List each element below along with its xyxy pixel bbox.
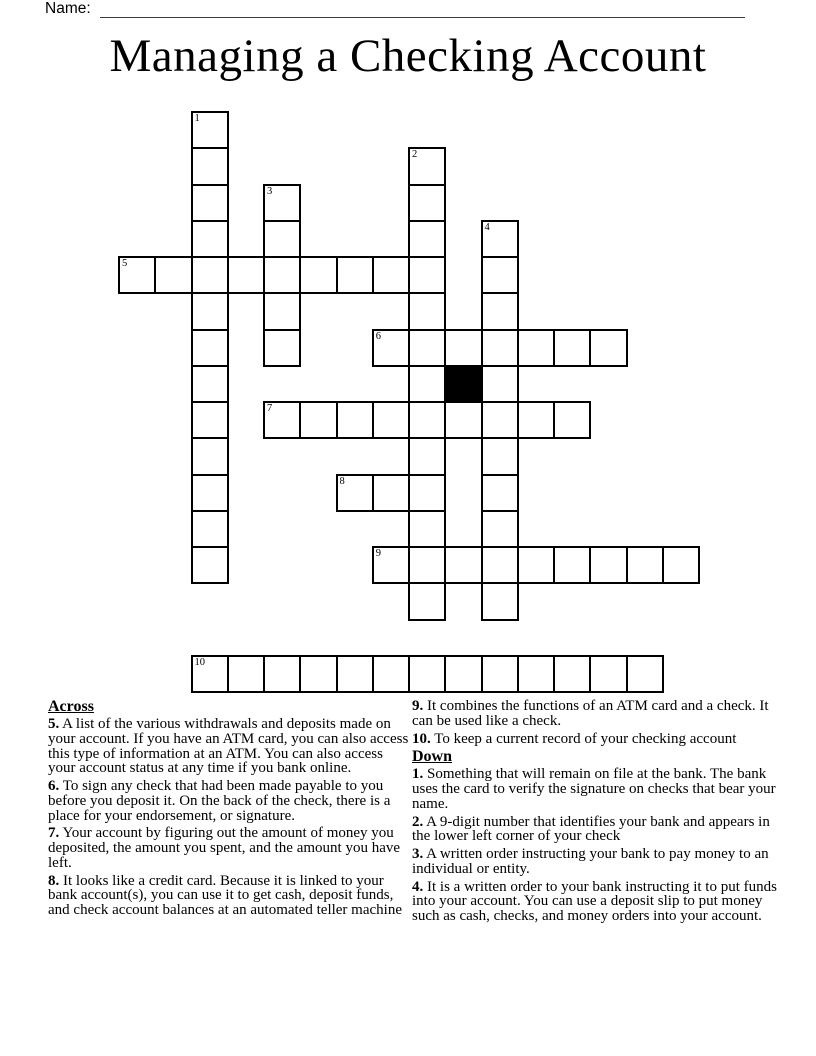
grid-cell-r0-c2 [191, 111, 229, 149]
grid-cell-r15-c4 [263, 655, 301, 693]
clue-number: 10. [412, 730, 431, 747]
grid-cell-r5-c10 [481, 292, 519, 330]
grid-cell-r7-c8 [408, 365, 446, 403]
grid-cell-r10-c2 [191, 474, 229, 512]
grid-cell-r9-c2 [191, 437, 229, 475]
clue-across-10: 10. To keep a current record of your checking account [412, 730, 737, 747]
grid-cell-r11-c8 [408, 510, 446, 548]
clue-number: 6. [48, 778, 60, 794]
grid-cell-r12-c11 [517, 546, 555, 584]
grid-cell-r12-c14 [626, 546, 664, 584]
clue-number: 4. [412, 878, 424, 895]
grid-cell-r5-c2 [191, 292, 229, 330]
clue-number: 5. [48, 716, 60, 732]
grid-cell-r6-c12 [553, 329, 591, 367]
grid-cell-r15-c13 [589, 655, 627, 693]
cell-number-10: 10 [194, 656, 205, 668]
name-label: Name: [45, 0, 91, 17]
grid-cell-r3-c8 [408, 220, 446, 258]
grid-cell-r4-c6 [336, 256, 374, 294]
grid-cell-r8-c10 [481, 401, 519, 439]
grid-cell-r7-c10 [481, 365, 519, 403]
grid-cell-r15-c5 [299, 655, 337, 693]
grid-cell-r13-c8 [408, 582, 446, 620]
grid-cell-r10-c6 [336, 474, 374, 512]
clues-column-right [412, 699, 782, 927]
grid-cell-r15-c12 [553, 655, 591, 693]
across-header: Across [48, 698, 94, 715]
clue-number: 2. [412, 813, 424, 830]
grid-cell-r4-c10 [481, 256, 519, 294]
clue-down-3: 3. A written order instructing your bank to pay money to an individual or entity. [412, 846, 769, 877]
clue-number: 7. [48, 825, 60, 842]
grid-cell-r4-c2 [191, 256, 229, 294]
grid-cell-r11-c2 [191, 510, 229, 548]
grid-cell-r4-c1 [154, 256, 192, 294]
grid-cell-r6-c8 [408, 329, 446, 367]
grid-cell-r15-c10 [481, 655, 519, 693]
clue-across-5: 5. A list of the various withdrawals and deposits made on your account. If you have an ATM card, you can also access this type of information at an ATM. You can also access your account status at any time if you bank online. [48, 716, 409, 777]
cell-number-4: 4 [484, 221, 490, 233]
grid-cell-r10-c7 [372, 474, 410, 512]
cell-number-6: 6 [375, 330, 381, 342]
grid-cell-r1-c8 [408, 147, 446, 185]
grid-cell-r15-c14 [626, 655, 664, 693]
cell-number-7: 7 [267, 403, 273, 414]
down-clue-list [412, 767, 782, 924]
grid-cell-r12-c15 [662, 546, 700, 584]
grid-cell-r6-c4 [263, 329, 301, 367]
grid-cell-r15-c11 [517, 655, 555, 693]
grid-cell-r11-c10 [481, 510, 519, 548]
clues-column-left [48, 699, 414, 921]
grid-cell-r8-c4 [263, 401, 301, 439]
grid-cell-r10-c10 [481, 474, 519, 512]
grid-cell-r8-c7 [372, 401, 410, 439]
grid-cell-r8-c6 [336, 401, 374, 439]
grid-cell-r4-c3 [227, 256, 265, 294]
across-clue-list [48, 717, 414, 918]
grid-cell-r15-c2 [191, 655, 229, 693]
grid-cell-r8-c2 [191, 401, 229, 439]
clue-number: 8. [48, 872, 60, 889]
grid-cell-r15-c8 [408, 655, 446, 693]
grid-cell-r6-c13 [589, 329, 627, 367]
clue-down-4: 4. It is a written order to your bank instructing it to put funds into your account. You can use a deposit slip to put money such as cash, checks, and money orders into your account. [412, 878, 777, 924]
grid-cell-r4-c7 [372, 256, 410, 294]
clue-number: 1. [412, 766, 424, 783]
grid-cell-r8-c9 [444, 401, 482, 439]
grid-cell-r15-c9 [444, 655, 482, 693]
grid-cell-r12-c9 [444, 546, 482, 584]
grid-cell-r10-c8 [408, 474, 446, 512]
grid-cell-r2-c2 [191, 184, 229, 222]
clue-across-7: 7. Your account by figuring out the amount of money you deposited, the amount you spent, and the amount you have left. [48, 825, 401, 871]
grid-cell-r13-c10 [481, 582, 519, 620]
cell-number-9: 9 [375, 548, 381, 559]
grid-cell-r3-c4 [263, 220, 301, 258]
grid-cell-r12-c2 [191, 546, 229, 584]
down-header: Down [412, 748, 453, 766]
grid-cell-r6-c11 [517, 329, 555, 367]
cell-number-3: 3 [267, 185, 273, 197]
grid-cell-r2-c4 [263, 184, 301, 222]
grid-cell-r8-c12 [553, 401, 591, 439]
grid-cell-r3-c2 [191, 220, 229, 258]
grid-cell-r5-c8 [408, 292, 446, 330]
grid-cell-r8-c5 [299, 401, 337, 439]
across-clue-list-continued [412, 699, 782, 746]
grid-cell-r12-c8 [408, 546, 446, 584]
cell-number-1: 1 [194, 113, 200, 124]
grid-cell-r9-c10 [481, 437, 519, 475]
clue-down-1: 1. Something that will remain on file at the bank. The bank uses the card to verify the signature on checks that bear your name. [412, 766, 776, 812]
grid-cell-r7-c2 [191, 365, 229, 403]
black-cell [444, 365, 482, 403]
clue-number: 3. [412, 846, 424, 862]
grid-cell-r4-c4 [263, 256, 301, 294]
grid-cell-r6-c10 [481, 329, 519, 367]
grid-cell-r6-c9 [444, 329, 482, 367]
clue-across-9: 9. It combines the functions of an ATM card and a check. It can be used like a check. [412, 698, 769, 729]
grid-cell-r4-c8 [408, 256, 446, 294]
cell-number-5: 5 [122, 258, 128, 269]
grid-cell-r3-c10 [481, 220, 519, 258]
grid-cell-r15-c6 [336, 655, 374, 693]
grid-cell-r4-c5 [299, 256, 337, 294]
grid-cell-r12-c7 [372, 546, 410, 584]
grid-cell-r12-c12 [553, 546, 591, 584]
grid-cell-r6-c2 [191, 329, 229, 367]
grid-cell-r15-c7 [372, 655, 410, 693]
cell-number-8: 8 [339, 475, 345, 487]
grid-cell-r4-c0 [118, 256, 156, 294]
grid-cell-r15-c3 [227, 655, 265, 693]
clue-number: 9. [412, 698, 424, 714]
clue-across-8: 8. It looks like a credit card. Because it is linked to your bank account(s), you can use it to get cash, deposit funds, and check account balances at an automated teller machine [48, 872, 402, 918]
grid-cell-r12-c10 [481, 546, 519, 584]
page-title: Managing a Checking Account [109, 30, 707, 82]
grid-cell-r6-c7 [372, 329, 410, 367]
clue-across-6: 6. To sign any check that had been made payable to you before you deposit it. On the back of the check, there is a place for your endorsement, or signature. [48, 778, 391, 824]
name-blank-line [100, 17, 745, 18]
grid-cell-r2-c8 [408, 184, 446, 222]
clue-down-2: 2. A 9-digit number that identifies your bank and appears in the lower left corner of your check [412, 813, 770, 845]
grid-cell-r1-c2 [191, 147, 229, 185]
grid-cell-r9-c8 [408, 437, 446, 475]
cell-number-2: 2 [412, 149, 418, 161]
grid-cell-r8-c8 [408, 401, 446, 439]
grid-cell-r12-c13 [589, 546, 627, 584]
grid-cell-r5-c4 [263, 292, 301, 330]
crossword-grid [118, 111, 702, 695]
grid-cell-r8-c11 [517, 401, 555, 439]
